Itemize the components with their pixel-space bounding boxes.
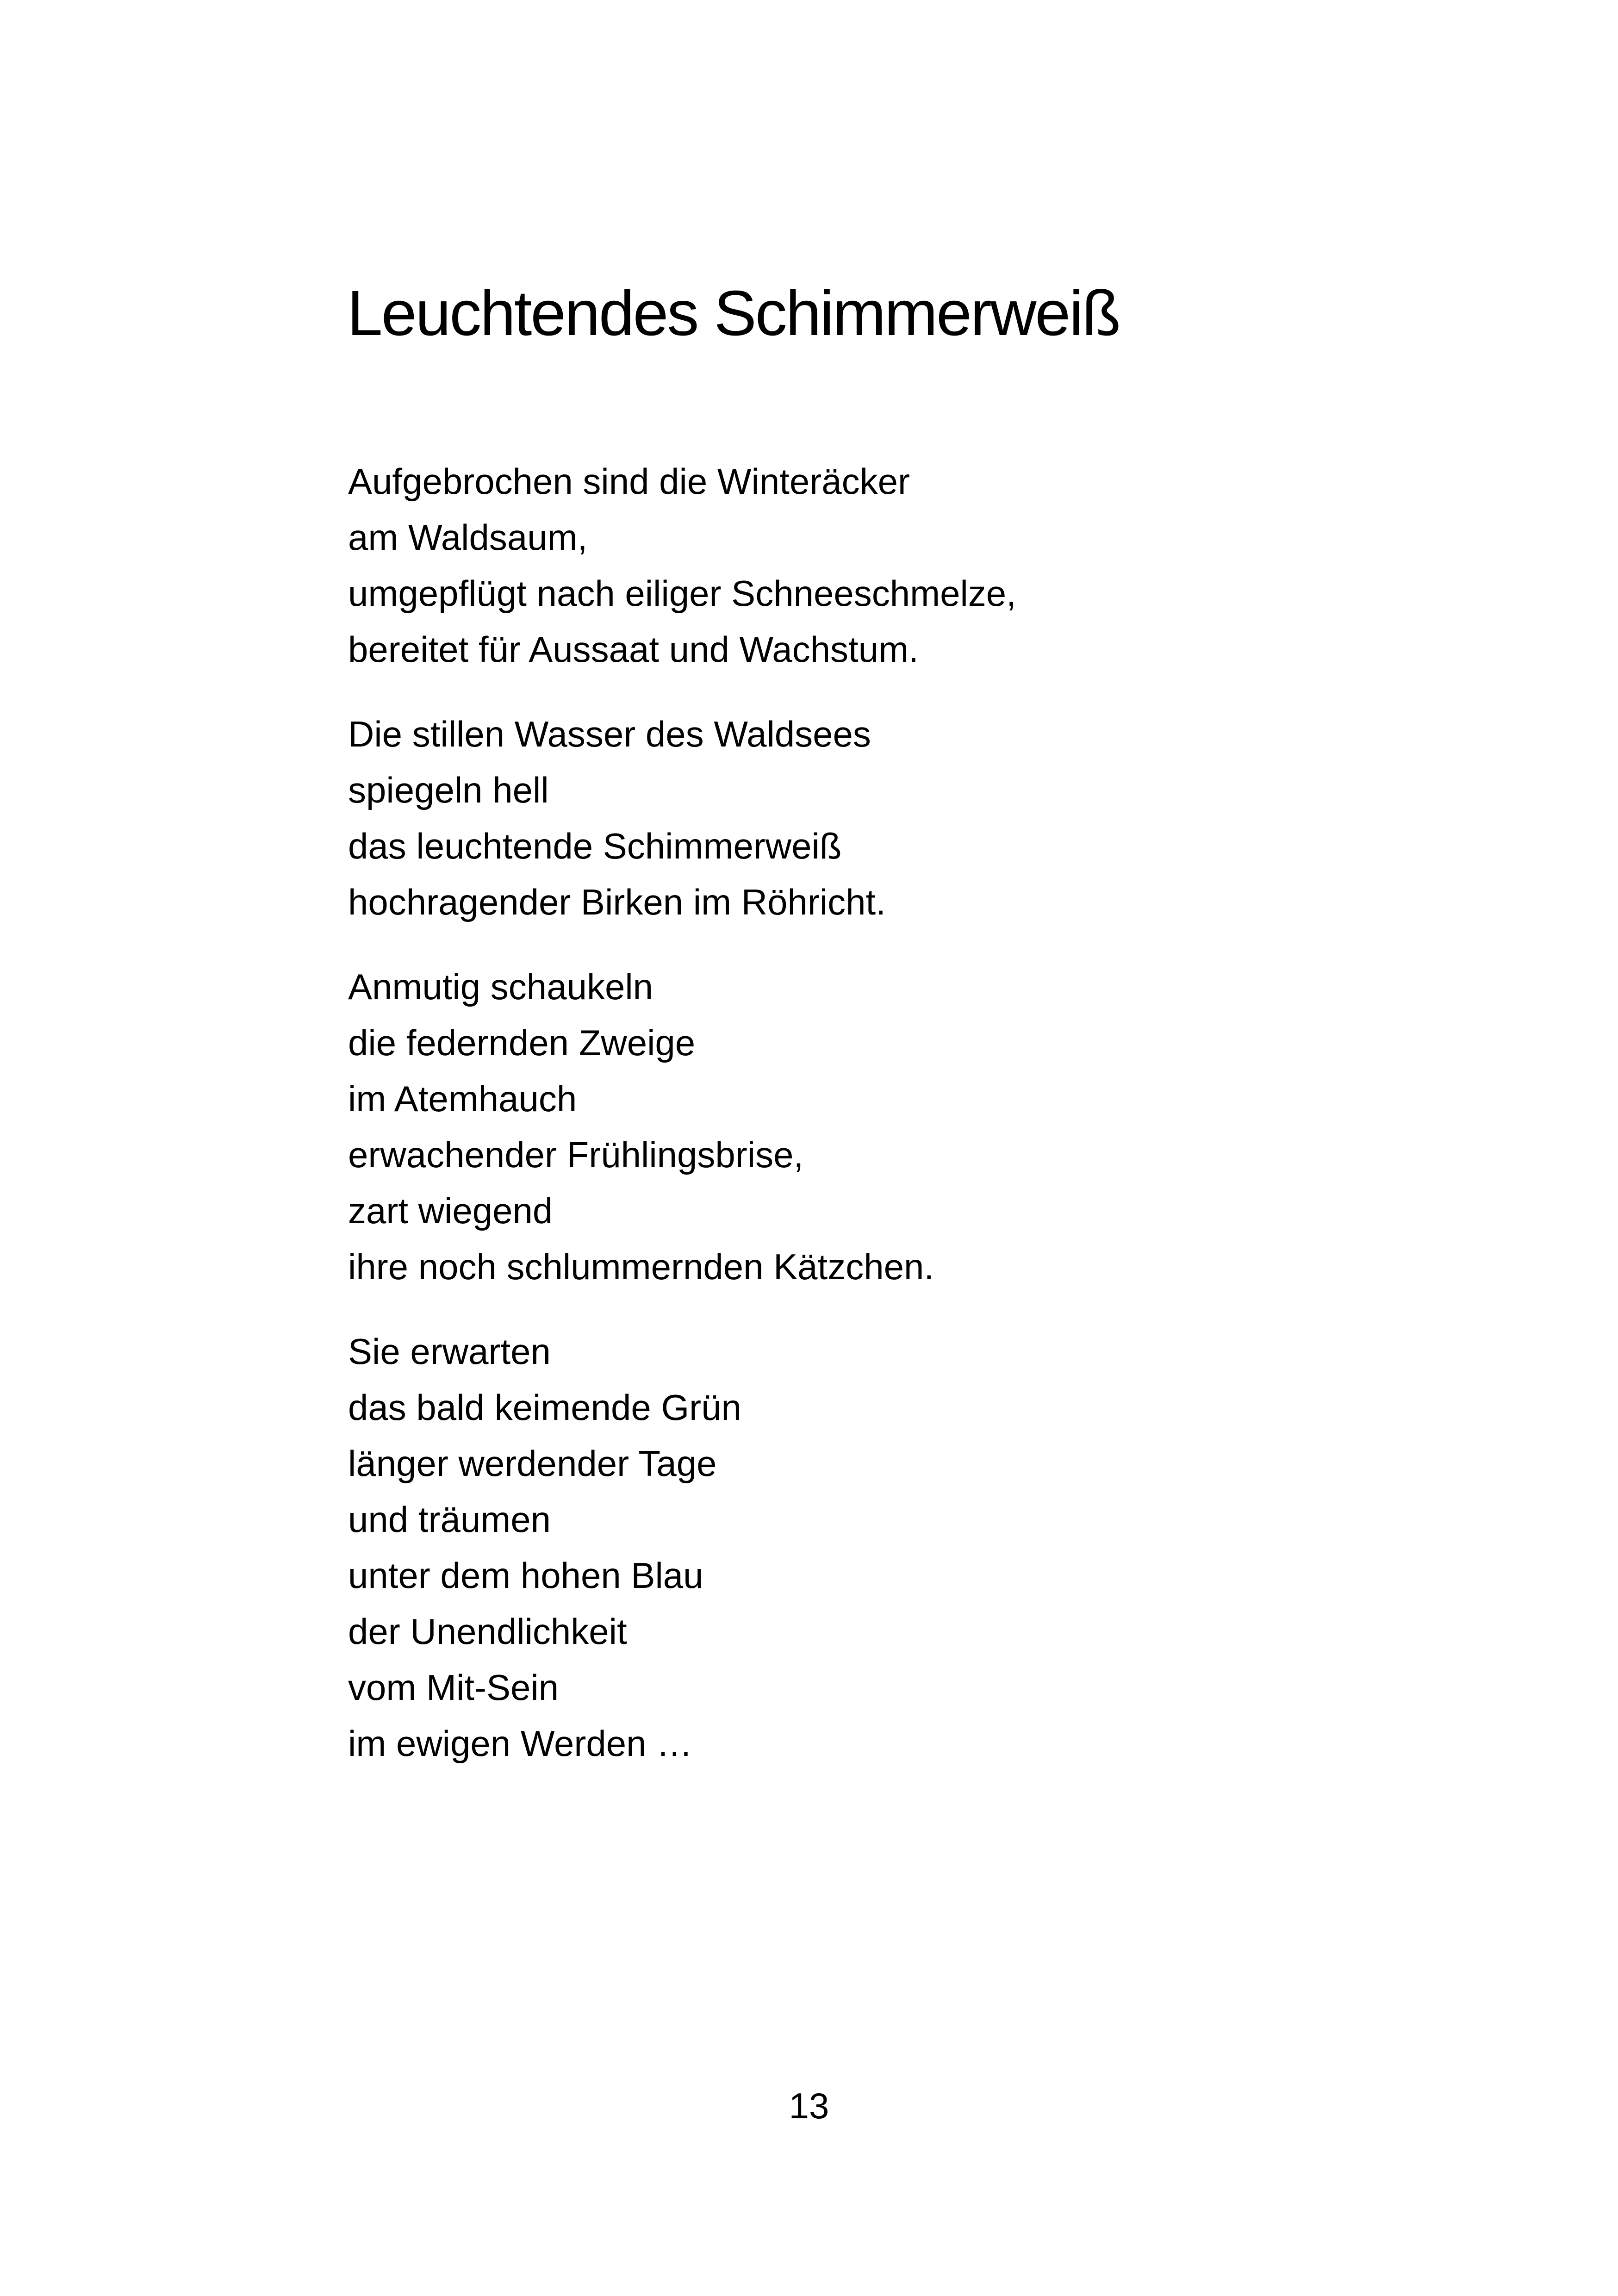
poem-line: zart wiegend [348,1190,553,1231]
poem-line: umgepflügt nach eiliger Schneeschmelze, [348,573,1016,614]
poem-line: länger werdender Tage [348,1443,717,1484]
poem-title: Leuchtendes Schimmerweiß [347,278,1120,349]
poem-line: am Waldsaum, [348,517,588,558]
poem-line: Anmutig schaukeln [348,966,653,1007]
poem-line: bereitet für Aussaat und Wachstum. [348,629,919,670]
poem-body [348,454,1551,1800]
poem-line: die federnden Zweige [348,1022,696,1063]
poem-line: und träumen [348,1499,551,1540]
stanza-1 [348,454,1551,678]
poem-line: der Unendlichkeit [348,1611,627,1652]
poem-line: im ewigen Werden … [348,1723,693,1764]
poem-line: unter dem hohen Blau [348,1555,703,1596]
poem-line: das bald keimende Grün [348,1387,741,1428]
poem-line: Sie erwarten [348,1331,551,1372]
poem-line: im Atemhauch [348,1078,577,1119]
poem-line: vom Mit-Sein [348,1667,559,1708]
poem-line: hochragender Birken im Röhricht. [348,882,886,922]
poem-line: spiegeln hell [348,770,549,810]
poem-line: erwachender Frühlingsbrise, [348,1134,804,1175]
poem-line: Aufgebrochen sind die Winteräcker [348,461,910,502]
page-number: 13 [789,2085,829,2126]
poem-line: das leuchtende Schimmerweiß [348,826,842,866]
stanza-3 [348,959,1551,1295]
poem-line: Die stillen Wasser des Waldsees [348,714,871,754]
stanza-4 [348,1324,1551,1772]
stanza-2 [348,706,1551,930]
poem-line: ihre noch schlummernden Kätzchen. [348,1246,934,1287]
